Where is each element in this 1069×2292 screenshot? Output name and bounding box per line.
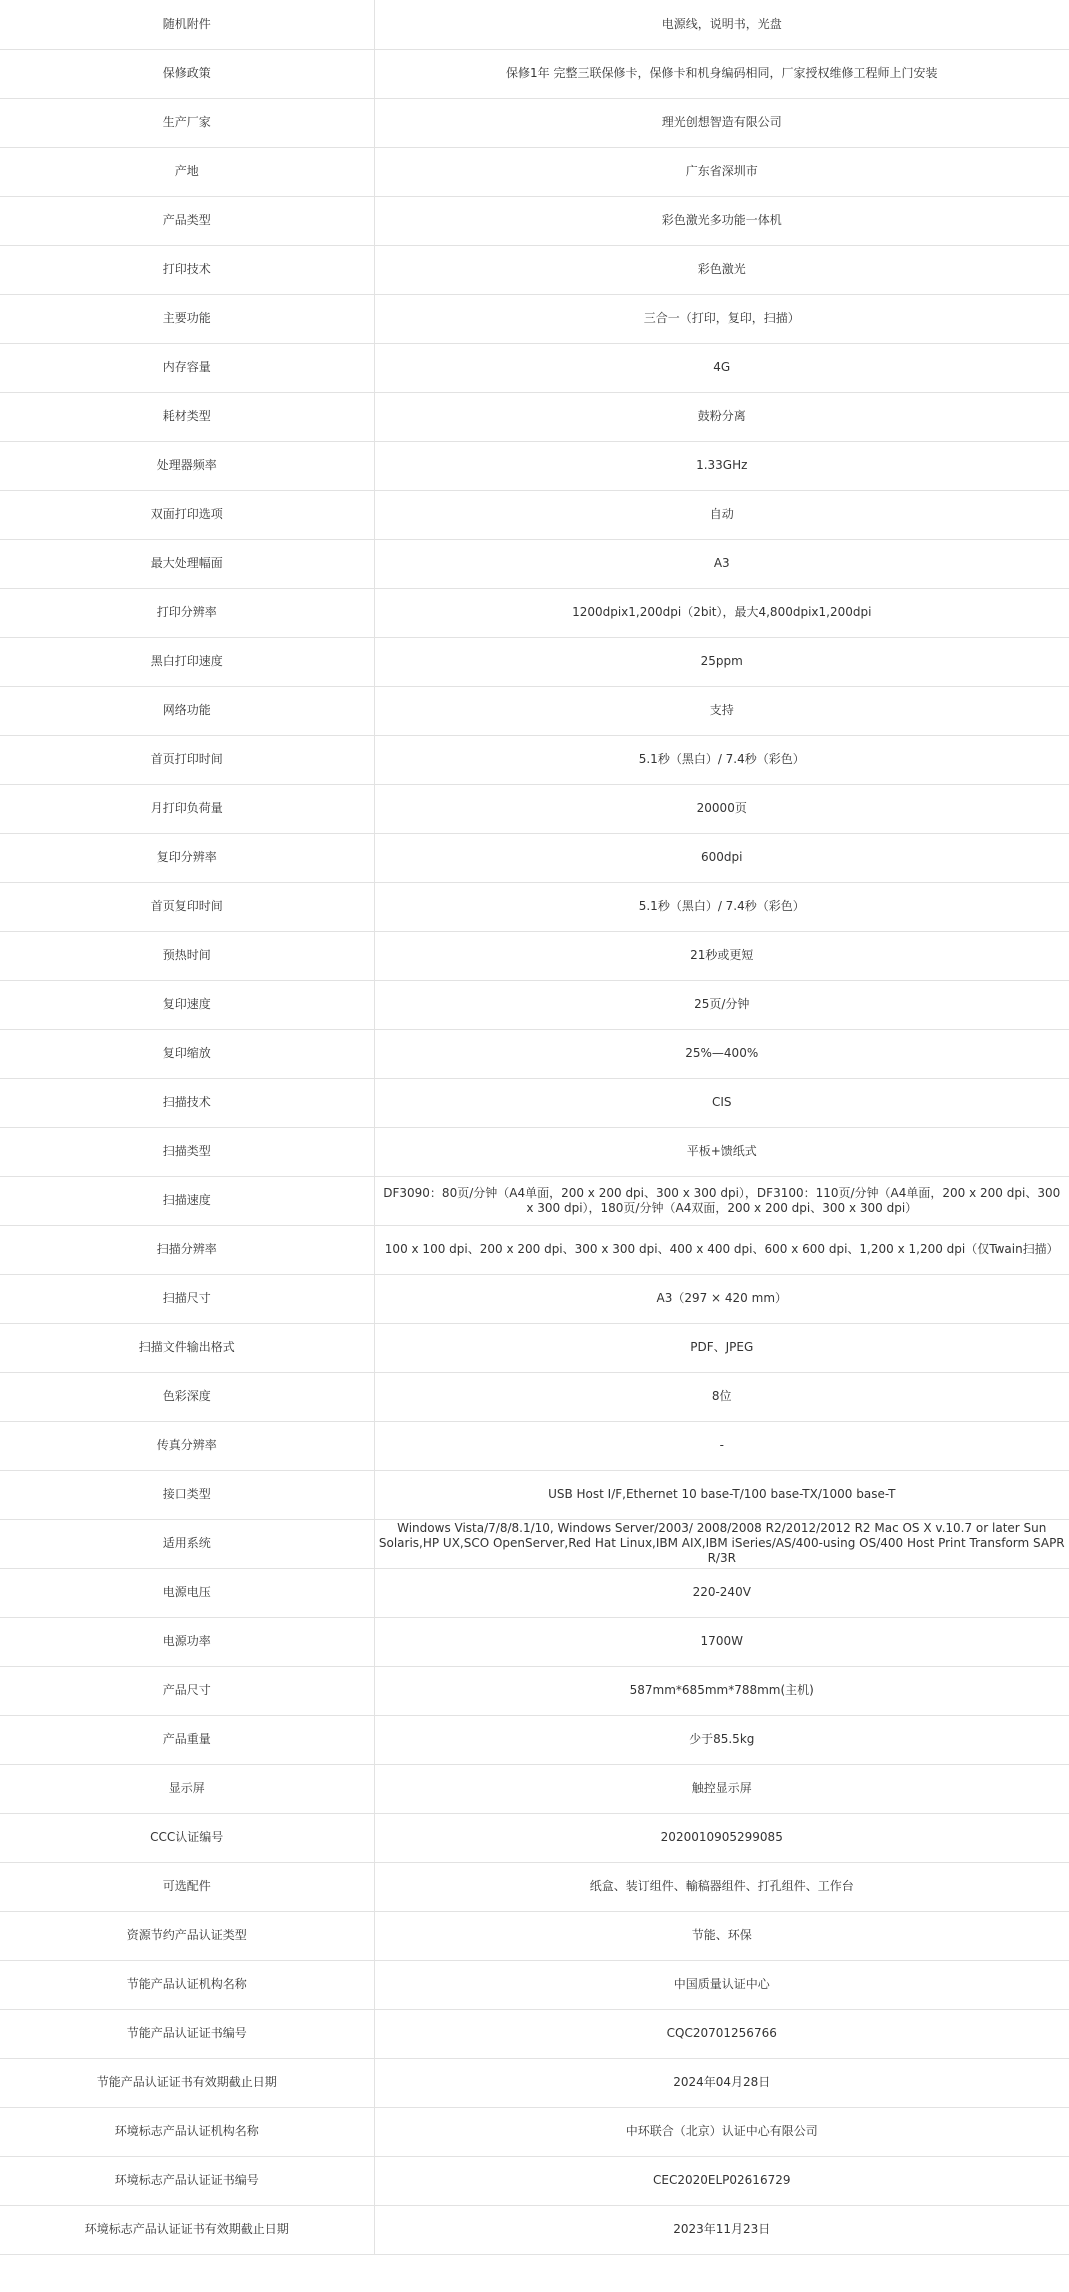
spec-value: 2020010905299085 [374,1813,1069,1862]
spec-row [0,1519,1069,1568]
spec-row [0,196,1069,245]
spec-label: 显示屏 [0,1764,374,1813]
spec-value: 4G [374,343,1069,392]
spec-row [0,833,1069,882]
spec-value: 鼓粉分离 [374,392,1069,441]
spec-label: 产品尺寸 [0,1666,374,1715]
spec-label: 产品重量 [0,1715,374,1764]
spec-label: 耗材类型 [0,392,374,441]
spec-value: 理光创想智造有限公司 [374,98,1069,147]
spec-label: 预热时间 [0,931,374,980]
spec-label: CCC认证编号 [0,1813,374,1862]
spec-row [0,980,1069,1029]
spec-row [0,784,1069,833]
spec-value: 20000页 [374,784,1069,833]
spec-label: 打印分辨率 [0,588,374,637]
spec-row [0,1078,1069,1127]
spec-row [0,2058,1069,2107]
spec-label: 打印技术 [0,245,374,294]
spec-value: 21秒或更短 [374,931,1069,980]
spec-row [0,1715,1069,1764]
spec-value: 8位 [374,1372,1069,1421]
spec-value: 电源线，说明书，光盘 [374,0,1069,49]
spec-value: 220-240V [374,1568,1069,1617]
spec-value: DF3090：80页/分钟（A4单面，200 x 200 dpi、300 x 300 dpi），DF3100：110页/分钟（A4单面，200 x 200 dpi、300 x 300 dpi），180页/分钟（A4双面，200 x 200 dpi、300 x 300 dpi） [374,1176,1069,1225]
spec-row [0,1764,1069,1813]
spec-label: 扫描速度 [0,1176,374,1225]
spec-row [0,1029,1069,1078]
spec-label: 首页打印时间 [0,735,374,784]
spec-row [0,1617,1069,1666]
spec-value: A3 [374,539,1069,588]
spec-label: 复印速度 [0,980,374,1029]
spec-value: 保修1年 完整三联保修卡，保修卡和机身编码相同，厂家授权维修工程师上门安装 [374,49,1069,98]
spec-row [0,735,1069,784]
spec-row [0,2107,1069,2156]
spec-row [0,1666,1069,1715]
spec-row [0,588,1069,637]
spec-label: 复印缩放 [0,1029,374,1078]
spec-value: 25ppm [374,637,1069,686]
spec-row [0,1127,1069,1176]
spec-value: 1200dpix1,200dpi（2bit），最大4,800dpix1,200dpi [374,588,1069,637]
spec-label: 电源功率 [0,1617,374,1666]
spec-row [0,49,1069,98]
spec-row [0,2009,1069,2058]
spec-row [0,637,1069,686]
spec-label: 内存容量 [0,343,374,392]
spec-label: 扫描技术 [0,1078,374,1127]
spec-value: CIS [374,1078,1069,1127]
spec-label: 网络功能 [0,686,374,735]
spec-row [0,392,1069,441]
spec-value: 少于85.5kg [374,1715,1069,1764]
spec-label: 扫描类型 [0,1127,374,1176]
spec-label: 节能产品认证证书编号 [0,2009,374,2058]
spec-value: - [374,1421,1069,1470]
spec-row [0,539,1069,588]
spec-label: 生产厂家 [0,98,374,147]
spec-row [0,1470,1069,1519]
spec-row [0,931,1069,980]
spec-label: 环境标志产品认证证书有效期截止日期 [0,2205,374,2254]
spec-value: 5.1秒（黑白）/ 7.4秒（彩色） [374,882,1069,931]
spec-label: 扫描尺寸 [0,1274,374,1323]
spec-value: 触控显示屏 [374,1764,1069,1813]
spec-label: 扫描文件输出格式 [0,1323,374,1372]
spec-value: 25页/分钟 [374,980,1069,1029]
spec-value: 三合一（打印，复印，扫描） [374,294,1069,343]
spec-value: 1.33GHz [374,441,1069,490]
spec-value: 5.1秒（黑白）/ 7.4秒（彩色） [374,735,1069,784]
spec-value: USB Host I/F,Ethernet 10 base-T/100 base-TX/1000 base-T [374,1470,1069,1519]
spec-row [0,1323,1069,1372]
spec-label: 扫描分辨率 [0,1225,374,1274]
spec-label: 双面打印选项 [0,490,374,539]
spec-row [0,1568,1069,1617]
spec-row [0,1960,1069,2009]
spec-label: 节能产品认证证书有效期截止日期 [0,2058,374,2107]
spec-row [0,1372,1069,1421]
spec-row [0,441,1069,490]
spec-value: 彩色激光 [374,245,1069,294]
spec-label: 节能产品认证机构名称 [0,1960,374,2009]
spec-row [0,2205,1069,2254]
spec-value: 中环联合（北京）认证中心有限公司 [374,2107,1069,2156]
spec-row [0,686,1069,735]
spec-label: 最大处理幅面 [0,539,374,588]
spec-label: 电源电压 [0,1568,374,1617]
spec-row [0,1813,1069,1862]
spec-value: 100 x 100 dpi、200 x 200 dpi、300 x 300 dpi、400 x 400 dpi、600 x 600 dpi、1,200 x 1,200 dpi（仅Twain扫描） [374,1225,1069,1274]
spec-row [0,343,1069,392]
spec-row [0,245,1069,294]
spec-value: Windows Vista/7/8/8.1/10, Windows Server/2003/ 2008/2008 R2/2012/2012 R2 Mac OS X v.10.7 or later Sun Solaris,HP UX,SCO OpenServer,Red Hat Linux,IBM AIX,IBM iSeries/AS/400-using OS/400 Host Print Transform SAPR R/3R [374,1519,1069,1568]
spec-value: PDF、JPEG [374,1323,1069,1372]
spec-label: 黑白打印速度 [0,637,374,686]
spec-value: CQC20701256766 [374,2009,1069,2058]
spec-label: 可选配件 [0,1862,374,1911]
spec-label: 复印分辨率 [0,833,374,882]
spec-row [0,0,1069,49]
spec-value: 支持 [374,686,1069,735]
spec-label: 保修政策 [0,49,374,98]
spec-row [0,147,1069,196]
spec-row [0,490,1069,539]
spec-label: 月打印负荷量 [0,784,374,833]
spec-value: 平板+馈纸式 [374,1127,1069,1176]
spec-value: 1700W [374,1617,1069,1666]
spec-row [0,1274,1069,1323]
spec-label: 环境标志产品认证证书编号 [0,2156,374,2205]
spec-row [0,882,1069,931]
spec-value: 彩色激光多功能一体机 [374,196,1069,245]
spec-row [0,1862,1069,1911]
spec-label: 环境标志产品认证机构名称 [0,2107,374,2156]
spec-row [0,1421,1069,1470]
spec-value: 2023年11月23日 [374,2205,1069,2254]
spec-label: 色彩深度 [0,1372,374,1421]
spec-label: 资源节约产品认证类型 [0,1911,374,1960]
spec-value: 广东省深圳市 [374,147,1069,196]
spec-value: 2024年04月28日 [374,2058,1069,2107]
spec-value: 中国质量认证中心 [374,1960,1069,2009]
spec-label: 产地 [0,147,374,196]
spec-label: 传真分辨率 [0,1421,374,1470]
spec-label: 产品类型 [0,196,374,245]
spec-label: 适用系统 [0,1519,374,1568]
spec-label: 首页复印时间 [0,882,374,931]
spec-row [0,294,1069,343]
spec-value: 节能、环保 [374,1911,1069,1960]
spec-row [0,2156,1069,2205]
spec-label: 处理器频率 [0,441,374,490]
spec-value: 25%—400% [374,1029,1069,1078]
spec-value: 600dpi [374,833,1069,882]
spec-value: 587mm*685mm*788mm(主机) [374,1666,1069,1715]
spec-label: 主要功能 [0,294,374,343]
spec-label: 接口类型 [0,1470,374,1519]
spec-value: 自动 [374,490,1069,539]
spec-row [0,98,1069,147]
spec-label: 随机附件 [0,0,374,49]
spec-row [0,1225,1069,1274]
spec-row [0,1911,1069,1960]
spec-value: 纸盒、装订组件、輸稿器组件、打孔组件、工作台 [374,1862,1069,1911]
spec-row [0,1176,1069,1225]
spec-value: A3（297 × 420 mm） [374,1274,1069,1323]
spec-value: CEC2020ELP02616729 [374,2156,1069,2205]
